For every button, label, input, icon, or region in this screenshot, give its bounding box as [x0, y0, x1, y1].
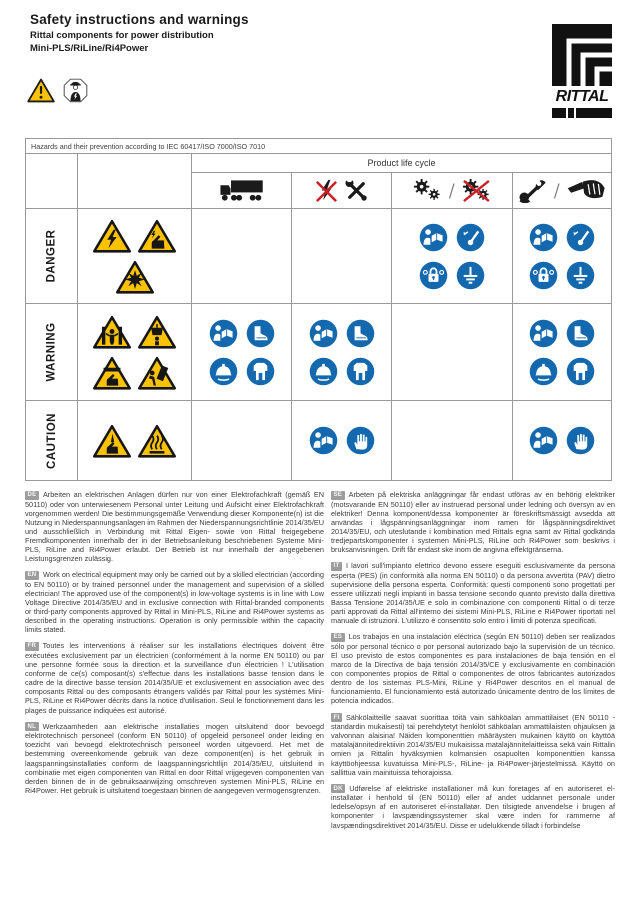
rittal-logo-mark-icon — [552, 24, 612, 86]
mandatory-helmet — [209, 357, 238, 386]
danger-hazards — [78, 209, 192, 304]
lang-paragraph-it: IT I lavori sull'impianto elettrico devono essere eseguiti esclusivamente da persona esperta (PES) (in conformità alla norma EN 50110) o da persona avvertita (PAV) dietro supervisione della persona esperta. Conformità: questi componenti sono progettati per essere utilizzati negli impianti in bassa tensione secondo quanto previsto dalla direttiva Bassa Tensione 2014/35/UE e solo in combinazione con componenti Rittal o di terze parti approvati da Rittal all'interno dei sistemi Mini-PLS, RiLine e Ri4Power riportati nel manuale di istruzioni. L'utilizzo è consentito solo entro i limiti di potenza specificati. — [331, 561, 615, 626]
lang-badge-dk: DK — [331, 784, 345, 793]
cell-danger-assembly — [292, 209, 392, 304]
lang-badge-se: SE — [331, 491, 345, 500]
title-block — [30, 12, 249, 54]
lang-paragraph-dk: DK Udførelse af elektriske installationer må kun foretages af en autoriseret el-installatør i henhold til (EN 50110) eller af andet uddannet personale under ledelse/opsyn af en autoriseret el-installatør. Den tilsigtede anvendelse i brugen af komponenter i lavspændingssystemer skal være inden for rammerne af lavspændingsdirektivet 2014/35/EU. Disse er udelukkende tilladt i forbindelse — [331, 783, 615, 830]
lang-badge-nl: NL — [25, 722, 39, 731]
page-subtitle: Rittal components for power distribution — [30, 29, 214, 41]
cell-warning-assembly — [292, 304, 392, 401]
mandatory-read-manual — [309, 426, 338, 455]
mandatory-safety-boots — [246, 319, 275, 348]
no-lightning-icon — [314, 178, 339, 203]
lifecycle-col-assembly-voltage-free — [292, 173, 392, 209]
cell-warning-operation — [392, 304, 513, 401]
mandatory-earth — [456, 261, 485, 290]
header-empty-label-col — [26, 154, 78, 209]
page-title: Safety instructions and warnings — [30, 12, 249, 27]
hazard-table — [25, 138, 612, 481]
lang-paragraph-es: ES Los trabajos en una instalación eléctrica (según EN 50110) deben ser realizados sólo por personal técnico o por personal autorizado bajo la supervisión de un técnico. El uso previsto de estos componentes es para instalaciones de baja tensión en el marco de la Directiva de baja tensión 2014/35/CE y exclusivamente en combinación con componentes propios de Rittal o componentes de otros fabricantes autorizados dentro de los sistemas PLS-Mini, RiLine y Ri4Power descritos en el manual de funcionamiento. El funcionamiento está autorizado únicamente dentro de los límites de potencia indicados. — [331, 632, 615, 706]
lifecycle-header: Product life cycle — [192, 154, 611, 173]
cell-warning-transport — [192, 304, 292, 401]
wrench-hand-icon — [517, 178, 548, 203]
hazard-tipping-over — [138, 356, 176, 390]
cell-danger-operation — [392, 209, 513, 304]
mandatory-disconnect — [566, 223, 595, 252]
header-empty-hazard-col — [78, 154, 192, 209]
lang-badge-de: DE — [25, 491, 39, 500]
lang-paragraph-en: EN Work on electrical equipment may only be carried out by a skilled electrician (according to EN 50110) or by trained personnel under the management and supervision of a skilled electrician! The approved use of the component(s) in low-voltage systems is in line with Low Voltage Directive 2014/35/EU and in exclusive connection with Rittal-branded components or third-party components approved by Rittal in Mini-PLS, RiLine and Ri4Power systems as described in the operating instructions. Operation is only permissible within the capacity limits stated. — [25, 570, 324, 635]
truck-icon — [219, 178, 263, 203]
mandatory-gloves — [566, 426, 595, 455]
product-line: Mini-PLS/RiLine/Ri4Power — [30, 43, 149, 54]
caution-hazards — [78, 401, 192, 480]
lang-paragraph-de: DE Arbeiten an elektrischen Anlagen dürfen nur von einer Elektrofachkraft (gemäß EN 50110) oder von unterwiesenem Personal unter Leitung und Aufsicht einer Elektrofachkraft vorgenommen werden! Die bestimmungsgemäße Verwendung dieser Komponente(n) ist die Nutzung in Niederspannungsanlagen im Rahmen der Niederspannungsrichtlinie 2014/35/EU und ausschließlich in Verbindung mit Rittal Eigen- sowie von Rittal freigegebene Fremdkomponenten innerhalb der in der Betriebsanleitung beschriebenen Systeme Mini-PLS, RiLine and Ri4Power erlaubt. Der Betrieb ist nur innerhalb der angegebenen Leistungsgrenzen zulässig. — [25, 490, 324, 564]
lang-paragraph-se: SE Arbeten på elektriska anläggningar får endast utföras av en behörig elektriker (motsvarande EN 50110) eller av instruerad personal under ledning och översyn av en elektriker! Denna komponent/dessa komponenter är föreskriftsmässigt avsedda att användas i lågspänningsanläggningar inom ramen för lågspänningsdirektivet 2014/35/EU, och uteslutande i kombination med Rittals egna samt av Rittal godkända tredjepartskomponenter i systemen Mini-PLS, RiLine och Ri4Power som beskrivs i bruksanvisningen. Drift får endast ske inom de angivna effektgränserna. — [331, 490, 615, 555]
lang-badge-it: IT — [331, 562, 342, 571]
hazard-arc-flash — [116, 260, 154, 294]
hazard-sharp-element — [93, 424, 131, 458]
mandatory-gloves — [346, 426, 375, 455]
cell-caution-operation — [392, 401, 513, 480]
lang-paragraph-nl: NL Werkzaamheden aan elektrische installaties mogen uitsluitend door bevoegd elektrotechnisch personeel (conform EN 50110) of opgeleid personeel onder leiding en toezicht van bevoegd elektrotechnisch personeel worden uitgevoerd. Het met de bestemming overeenkomende gebruik van deze component(en) is het gebruik in laagspanningsinstallaties conform de laagspanningsrichtlijn 2014/35/EU, uitsluitend in combinatie met eigen componenten van Rittal en door Rittal vrijgegeven componenten van derden binnen de in de gebruiksaanwijzing omschreven systemen Mini-PLS, RiLine en Ri4Power. Het gebruik is uitsluitend toegestaan binnen de aangegeven vermogensgrenzen. — [25, 721, 324, 795]
lang-paragraph-fi: FI Sähkölaitteille saavat suorittaa töitä vain sähköalan ammattilaiset (EN 50110 -standardin mukaisesti) tai perehdytetyt henkilöt sähköalan ammattilaisten ohjauksen ja valvonnan alaisina! Näiden komponenttien määräysten mukainen käyttö on käyttöä matalajännitedirektiivin 2014/35/EU mukaisissa matalajännitelaitteissa sekä vain Rittalin omien ja Rittalin hyväksymien kolmansien osapuolten komponenttien kanssa käyttöohjeessa kuvatuissa Mini-PLS-, RiLine- ja Ri4Power-järjestelmissä. Käyttö on sallittua vain mainituissa tehorajoissa. — [331, 712, 615, 777]
language-sections-right — [331, 490, 615, 837]
lang-badge-en: EN — [25, 571, 39, 580]
mandatory-read-manual — [529, 319, 558, 348]
mandatory-read-manual — [309, 319, 338, 348]
hazard-hot-surface — [138, 424, 176, 458]
rittal-logo — [552, 24, 612, 118]
cell-caution-transport — [192, 401, 292, 480]
cell-caution-maintenance — [513, 401, 611, 480]
cell-caution-assembly — [292, 401, 392, 480]
cell-danger-transport — [192, 209, 292, 304]
mandatory-read-manual — [209, 319, 238, 348]
cell-danger-maintenance — [513, 209, 611, 304]
mandatory-disconnect — [456, 223, 485, 252]
lang-paragraph-fr: FR Toutes les interventions à réaliser sur les installations électriques doivent être exécutées exclusivement par un électricien (conformément à la norme EN 50110) ou par une personne formée sous la direction et la surveillance d'un électricien ! L'utilisation conforme de ce(s) composant(s) s'effectue dans les installations basse tension dans le cadre de la directive basse tension 2014/35/UE et exclusivement en association avec des composants Rittal ou des composants étrangers validés par Rittal pour les systèmes Mini-PLS, RiLine et Ri4Power décrits dans la notice d'utilisation. Seul le fonctionnement dans les plages de puissance indiquées est autorisé. — [25, 641, 324, 715]
mandatory-safety-boots — [346, 319, 375, 348]
table-caption: Hazards and their prevention according to IEC 60417/ISO 7000/ISO 7010 — [26, 139, 611, 154]
crossed-gears-icon — [461, 178, 492, 203]
lang-badge-fr: FR — [25, 642, 39, 651]
lifecycle-col-maintenance-cleaning — [513, 173, 611, 209]
lifecycle-col-transport — [192, 173, 292, 209]
hazard-hand-injury — [93, 356, 131, 390]
row-label-caution: CAUTION — [26, 401, 78, 480]
brush-icon — [566, 178, 607, 203]
slash-separator — [553, 182, 561, 200]
mandatory-read-manual — [529, 426, 558, 455]
mandatory-read-manual — [419, 223, 448, 252]
warning-triangle-icon — [27, 78, 55, 103]
slash-separator — [448, 182, 456, 200]
lifecycle-col-operation — [392, 173, 513, 209]
rittal-logo-bar — [552, 108, 612, 118]
mandatory-safety-boots — [566, 319, 595, 348]
mandatory-helmet — [309, 357, 338, 386]
gears-icon — [412, 178, 443, 203]
row-label-danger: DANGER — [26, 209, 78, 304]
mandatory-protective-clothing — [246, 357, 275, 386]
lang-badge-es: ES — [331, 633, 345, 642]
crossed-tools-icon — [344, 178, 369, 203]
mandatory-lockout — [529, 261, 558, 290]
mandatory-protective-clothing — [346, 357, 375, 386]
mandatory-earth — [566, 261, 595, 290]
row-label-warning: WARNING — [26, 304, 78, 401]
hazard-electric-shock — [93, 219, 131, 253]
mandatory-protective-clothing — [566, 357, 595, 386]
warning-hazards — [78, 304, 192, 401]
hazard-crush — [93, 315, 131, 349]
mandatory-helmet — [529, 357, 558, 386]
lang-badge-fi: FI — [331, 713, 342, 722]
header-pictograms — [27, 78, 88, 103]
hazard-live-parts-hand — [138, 219, 176, 253]
cell-warning-maintenance — [513, 304, 611, 401]
electrician-icon — [63, 78, 88, 103]
language-sections-left — [25, 490, 324, 802]
rittal-logo-text: RITTAL — [555, 88, 609, 105]
mandatory-lockout — [419, 261, 448, 290]
mandatory-read-manual — [529, 223, 558, 252]
hazard-overhead-load — [138, 315, 176, 349]
